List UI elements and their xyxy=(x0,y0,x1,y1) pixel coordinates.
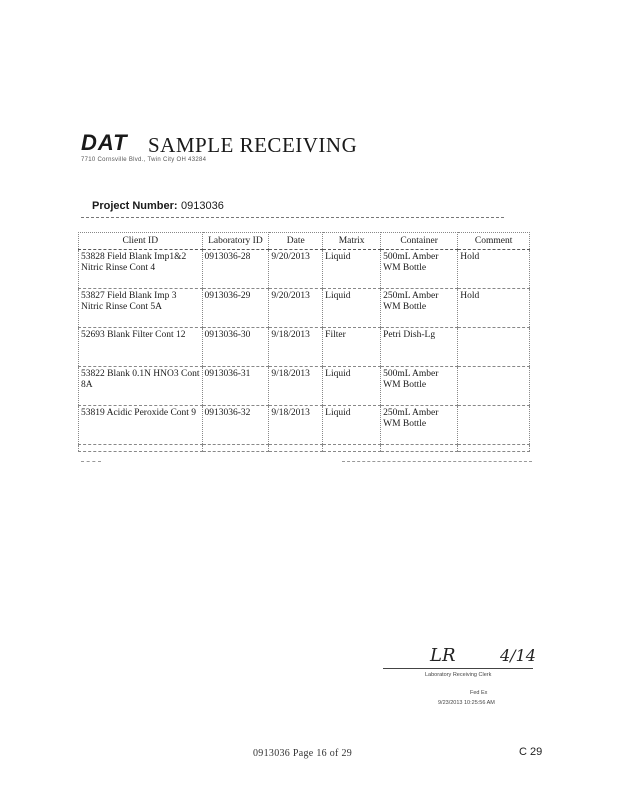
cell-container: 250mL Amber WM Bottle xyxy=(381,289,458,328)
cell-date: 9/18/2013 xyxy=(269,367,323,406)
cell-laboratory-id: 0913036-29 xyxy=(202,289,269,328)
signature-initials: LR xyxy=(430,645,456,666)
cell-comment xyxy=(458,328,530,367)
sample-table xyxy=(78,232,530,452)
cell-date: 9/20/2013 xyxy=(269,289,323,328)
cell-laboratory-id: 0913036-32 xyxy=(202,406,269,445)
divider xyxy=(81,217,504,218)
signature-date: 4/14 xyxy=(500,646,536,665)
column-header-client-id: Client ID xyxy=(79,233,203,250)
document-title: SAMPLE RECEIVING xyxy=(148,133,358,157)
column-header-matrix: Matrix xyxy=(323,233,381,250)
cell-laboratory-id: 0913036-31 xyxy=(202,367,269,406)
table-row xyxy=(79,328,530,367)
company-logo: DAT xyxy=(81,130,128,155)
cell-date: 9/20/2013 xyxy=(269,250,323,289)
cell-date: 9/18/2013 xyxy=(269,328,323,367)
divider xyxy=(342,461,532,462)
cell-client-id: 53827 Field Blank Imp 3 Nitric Rinse Cont 5A xyxy=(79,289,203,328)
table-row xyxy=(79,289,530,328)
cell-matrix: Liquid xyxy=(323,289,381,328)
cell-comment xyxy=(458,406,530,445)
cell-comment xyxy=(458,367,530,406)
cell-container: 500mL Amber WM Bottle xyxy=(381,250,458,289)
cell-container: Petri Dish-Lg xyxy=(381,328,458,367)
signature-caption: Laboratory Receiving Clerk xyxy=(425,672,492,678)
project-number-label: Project Number: xyxy=(92,200,178,212)
table-row xyxy=(79,367,530,406)
cell-client-id: 52693 Blank Filter Cont 12 xyxy=(79,328,203,367)
page-code: C 29 xyxy=(519,746,543,758)
table-header-row xyxy=(79,233,530,250)
cell-date: 9/18/2013 xyxy=(269,406,323,445)
cell-container: 500mL Amber WM Bottle xyxy=(381,367,458,406)
signature-line xyxy=(383,668,533,669)
divider xyxy=(81,461,101,462)
cell-laboratory-id: 0913036-28 xyxy=(202,250,269,289)
cell-container: 250mL Amber WM Bottle xyxy=(381,406,458,445)
cell-matrix: Liquid xyxy=(323,250,381,289)
cell-matrix: Filter xyxy=(323,328,381,367)
column-header-comment: Comment xyxy=(458,233,530,250)
receipt-carrier: Fed Ex xyxy=(470,690,488,696)
cell-matrix: Liquid xyxy=(323,406,381,445)
cell-comment: Hold xyxy=(458,250,530,289)
cell-client-id: 53828 Field Blank Imp1&2 Nitric Rinse Cont 4 xyxy=(79,250,203,289)
table-row xyxy=(79,445,530,452)
cell-client-id: 53822 Blank 0.1N HNO3 Cont 8A xyxy=(79,367,203,406)
column-header-container: Container xyxy=(381,233,458,250)
table-row xyxy=(79,406,530,445)
table-row xyxy=(79,250,530,289)
cell-matrix: Liquid xyxy=(323,367,381,406)
cell-laboratory-id: 0913036-30 xyxy=(202,328,269,367)
cell-comment: Hold xyxy=(458,289,530,328)
company-address: 7710 Cornsville Blvd., Twin City OH 43284 xyxy=(81,157,207,163)
page-footer: 0913036 Page 16 of 29 xyxy=(253,748,353,759)
column-header-laboratory-id: Laboratory ID xyxy=(202,233,269,250)
receipt-timestamp: 9/23/2013 10:25:56 AM xyxy=(438,700,495,706)
column-header-date: Date xyxy=(269,233,323,250)
cell-client-id: 53819 Acidic Peroxide Cont 9 xyxy=(79,406,203,445)
project-number-value: 0913036 xyxy=(181,200,224,212)
